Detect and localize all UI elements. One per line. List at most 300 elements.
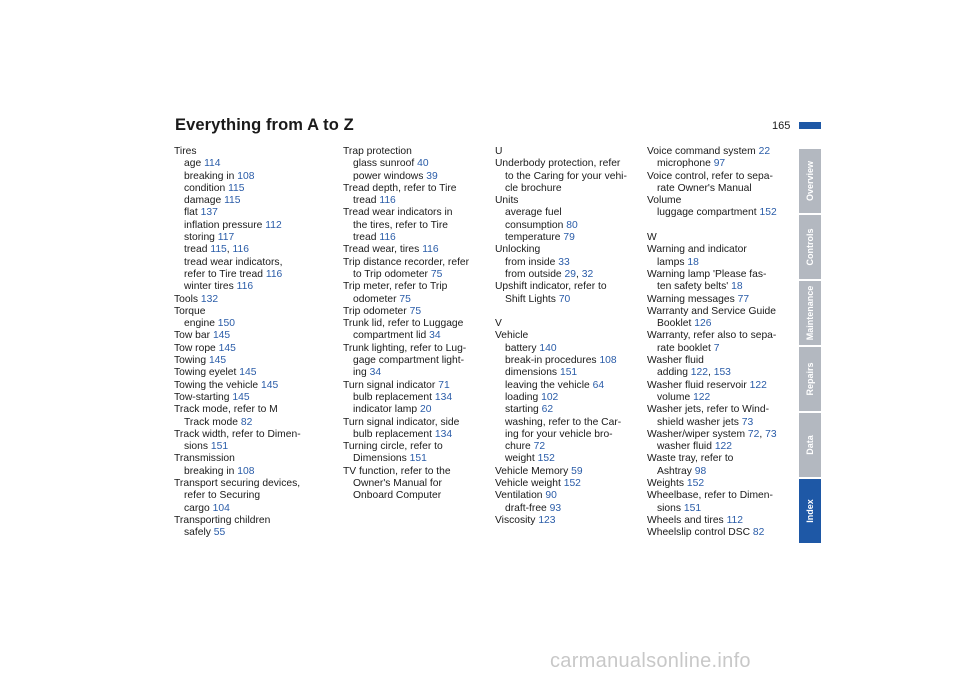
index-entry-continuation (495, 294, 655, 306)
index-subentry (174, 220, 334, 232)
index-term: indicator lamp (353, 404, 418, 416)
page-link[interactable]: 70 (558, 293, 571, 305)
index-letter-heading: W (647, 232, 657, 244)
index-term: Shift Lights (505, 293, 556, 305)
page-link[interactable]: 98 (694, 465, 707, 477)
page-link[interactable]: 73 (765, 428, 777, 440)
index-term: Turning circle, refer to (343, 441, 443, 453)
index-subentry (647, 441, 807, 453)
index-term: glass sunroof (353, 158, 415, 170)
page-link[interactable]: 75 (399, 293, 411, 305)
index-term: Trap protection (343, 146, 412, 157)
index-entry-continuation (343, 269, 503, 281)
index-subentry (174, 183, 334, 195)
index-entry (174, 306, 334, 318)
page-link[interactable]: 126 (694, 318, 712, 330)
index-entry (647, 355, 807, 367)
page-link[interactable]: 104 (212, 502, 230, 514)
index-subentry (174, 257, 334, 269)
index-term: tread wear indicators, (184, 256, 283, 268)
index-entry-continuation (174, 269, 334, 281)
page-link[interactable]: 34 (429, 330, 441, 342)
page-link[interactable]: 40 (417, 158, 429, 170)
index-term: temperature (505, 232, 561, 244)
index-subentry (495, 503, 655, 515)
index-entry (174, 146, 334, 158)
index-term: damage (184, 195, 222, 207)
index-term: draft-free (505, 502, 547, 514)
page-link[interactable]: 145 (218, 342, 236, 354)
index-term: breaking in (184, 465, 235, 477)
index-entry (174, 392, 334, 404)
index-term: sions (184, 441, 209, 453)
index-term: Towing eyelet (174, 367, 237, 379)
index-term: Voice control, refer to sepa- (647, 170, 773, 182)
page-link[interactable]: 132 (200, 293, 219, 305)
index-entry (174, 343, 334, 355)
index-entry-continuation (174, 527, 334, 539)
index-term: Tires (174, 146, 197, 157)
index-subentry (174, 195, 334, 207)
watermark: carmanualsonline.info (550, 650, 751, 672)
index-term: luggage compartment (657, 207, 757, 219)
index-term: refer to Tire tread (184, 268, 263, 280)
tab-label: Data (805, 435, 815, 455)
index-term: storing (184, 232, 215, 244)
index-entry-continuation (647, 318, 807, 330)
index-entry (495, 244, 655, 256)
index-term: washing, refer to the Car- (505, 416, 622, 428)
index-entry (647, 527, 807, 539)
page-link[interactable]: 116 (379, 195, 396, 207)
index-subentry (495, 207, 655, 219)
tab-index[interactable] (799, 479, 821, 543)
page-link[interactable]: 75 (409, 305, 422, 317)
index-entry (647, 380, 807, 392)
page-link[interactable]: 72 (747, 428, 760, 440)
index-subentry (343, 171, 503, 183)
index-term: power windows (353, 170, 424, 182)
page-link[interactable]: 145 (232, 391, 250, 403)
index-term: to Trip odometer (353, 268, 428, 280)
index-entry (495, 515, 655, 527)
index-subentry (495, 343, 655, 355)
index-subentry (495, 232, 655, 244)
index-term: safely (184, 527, 211, 539)
page-link[interactable]: 152 (686, 478, 705, 490)
page-link[interactable]: 151 (210, 441, 229, 453)
page-link[interactable]: 112 (726, 514, 743, 526)
index-term: Warning lamp 'Please fas- (647, 268, 767, 280)
index-term: from inside (505, 256, 556, 268)
page-link[interactable]: 116 (379, 232, 396, 244)
page-link[interactable]: 93 (549, 502, 562, 514)
page-link[interactable]: 108 (237, 170, 255, 182)
index-term: tread (184, 244, 208, 256)
index-term: Viscosity (495, 514, 536, 526)
page-link[interactable]: 115 (210, 244, 227, 256)
index-subentry (495, 257, 655, 269)
index-term: battery (505, 342, 537, 354)
index-term: condition (184, 182, 226, 194)
index-term: Volume (647, 195, 682, 207)
index-entry (174, 330, 334, 342)
page-link[interactable]: 73 (741, 416, 754, 428)
index-entry (343, 417, 503, 429)
page-link[interactable]: 134 (434, 391, 453, 403)
page-link[interactable]: 72 (533, 441, 546, 453)
page-link[interactable]: 150 (217, 318, 235, 330)
index-term: average fuel (505, 207, 562, 219)
index-subentry (495, 441, 655, 453)
page-link[interactable]: 90 (545, 490, 557, 502)
tab-label: Overview (805, 160, 815, 202)
index-entry (343, 281, 503, 293)
index-term: Towing (174, 355, 207, 367)
index-term: Vehicle (495, 330, 529, 342)
index-subentry: from outside 29, 32 (505, 268, 594, 280)
index-term: Vehicle weight (495, 478, 561, 490)
index-entry (495, 478, 655, 490)
index-term: Units (495, 195, 519, 207)
index-term: Underbody protection, refer (495, 158, 621, 170)
page-link[interactable]: 97 (713, 158, 726, 170)
page-link[interactable]: 34 (369, 367, 382, 379)
index-term: ing for your vehicle bro- (505, 428, 613, 440)
page-link[interactable]: 108 (237, 465, 255, 477)
page-link[interactable]: 102 (541, 391, 559, 403)
index-entry (343, 441, 503, 453)
index-term: to the Caring for your vehi- (505, 170, 627, 182)
index-subentry (495, 404, 655, 416)
index-term: rate booklet (657, 342, 711, 354)
index-entry-continuation (343, 478, 503, 490)
index-subentry: adding 122, 153 (657, 367, 731, 379)
index-entry (174, 355, 334, 367)
index-term: Vehicle Memory (495, 465, 569, 477)
index-subentry (343, 158, 503, 170)
page-link[interactable]: 115 (228, 182, 245, 194)
page-link[interactable]: 82 (240, 416, 253, 428)
index-subentry (495, 429, 655, 441)
index-term: Tools (174, 293, 199, 305)
index-subentry (174, 207, 334, 219)
tab-overview[interactable] (799, 149, 821, 213)
index-term: Onboard Computer (353, 490, 442, 502)
index-entry (343, 343, 503, 355)
index-term: Wheelslip control DSC (647, 527, 751, 539)
index-entry-continuation (343, 294, 503, 306)
index-entry-continuation (495, 171, 655, 183)
tab-maintenance[interactable] (799, 281, 821, 345)
index-term: Waste tray, refer to (647, 453, 734, 465)
index-entry (343, 207, 503, 219)
index-column-1 (174, 146, 334, 540)
page-link[interactable]: 32 (581, 268, 594, 280)
tab-label: Index (805, 499, 815, 523)
index-entry (647, 330, 807, 342)
page-link[interactable]: 75 (430, 268, 443, 280)
index-entry-continuation (647, 183, 807, 195)
index-entry-continuation (343, 367, 503, 379)
index-subentry (343, 392, 503, 404)
index-entry (343, 466, 503, 478)
index-term: Tread depth, refer to Tire (343, 182, 457, 194)
index-term: starting (505, 404, 539, 416)
index-term: Warranty, refer also to sepa- (647, 330, 777, 342)
page-link[interactable]: 117 (217, 232, 235, 244)
index-term: Owner's Manual for (353, 478, 442, 490)
index-term: Washer fluid reservoir (647, 379, 747, 391)
index-entry (343, 257, 503, 269)
index-subentry (174, 281, 334, 293)
index-entry (647, 269, 807, 281)
page-link[interactable]: 116 (232, 244, 249, 256)
index-subentry (343, 404, 503, 416)
index-term: compartment lid (353, 330, 427, 342)
index-subentry (495, 355, 655, 367)
page-link[interactable]: 55 (213, 527, 226, 539)
page-link[interactable]: 152 (537, 453, 555, 465)
index-entry (495, 281, 655, 293)
index-entry-continuation (343, 220, 503, 232)
index-term: Voice command system (647, 146, 756, 157)
page-link[interactable]: 82 (752, 527, 765, 539)
index-term: chure (505, 441, 531, 453)
index-term: Tread wear indicators in (343, 207, 453, 219)
index-term: Warning and indicator (647, 244, 747, 256)
index-entry (647, 146, 807, 158)
index-term: Tow rope (174, 342, 216, 354)
index-term: Wheels and tires (647, 514, 724, 526)
page-link[interactable]: 151 (559, 367, 578, 379)
index-entry (174, 515, 334, 527)
index-entry-continuation (647, 257, 807, 269)
index-entry-continuation (343, 330, 503, 342)
page-link[interactable]: 140 (539, 342, 557, 354)
page-link[interactable]: 152 (759, 207, 777, 219)
index-entry (343, 244, 503, 256)
index-term: tread (353, 232, 377, 244)
index-column-4 (647, 146, 807, 540)
index-term: leaving the vehicle (505, 379, 590, 391)
page-link[interactable]: 116 (422, 244, 439, 256)
index-entry (343, 380, 503, 392)
tab-label: Repairs (805, 362, 815, 396)
index-entry-continuation (647, 503, 807, 515)
index-subentry (495, 367, 655, 379)
index-term: ing (353, 367, 367, 379)
page-link[interactable]: 137 (200, 207, 218, 219)
page-link[interactable]: 59 (571, 465, 583, 477)
index-term: breaking in (184, 170, 235, 182)
index-term: microphone (657, 158, 711, 170)
index-subentry (174, 466, 334, 478)
tab-data[interactable] (799, 413, 821, 477)
index-subentry (174, 171, 334, 183)
index-entry-continuation (495, 183, 655, 195)
page-link[interactable]: 152 (563, 478, 581, 490)
page-link[interactable]: 77 (737, 293, 750, 305)
index-subentry (495, 220, 655, 232)
page-link[interactable]: 22 (758, 146, 771, 157)
index-letter-heading: V (495, 318, 502, 330)
page-link[interactable]: 39 (426, 170, 438, 182)
index-subentry (495, 392, 655, 404)
index-term: Tow-starting (174, 391, 230, 403)
index-entry (495, 466, 655, 478)
index-term: TV function, refer to the (343, 465, 451, 477)
index-entry-continuation (174, 503, 334, 515)
page-link[interactable]: 145 (212, 330, 231, 342)
page-number: 165 (772, 120, 791, 132)
tab-controls[interactable] (799, 215, 821, 279)
index-entry-continuation (343, 490, 503, 502)
index-term: rate Owner's Manual (657, 182, 752, 194)
index-entry (174, 478, 334, 490)
index-entry (343, 306, 503, 318)
page-link[interactable]: 29 (564, 268, 577, 280)
index-term: loading (505, 391, 539, 403)
index-term: Dimensions (353, 453, 407, 465)
index-term: Unlocking (495, 244, 541, 256)
page-link[interactable]: 145 (208, 355, 227, 367)
page-link[interactable]: 122 (714, 441, 733, 453)
index-entry (647, 404, 807, 416)
index-term: Washer fluid (647, 355, 704, 367)
index-term: Wheelbase, refer to Dimen- (647, 490, 773, 502)
page-link[interactable]: 7 (713, 342, 720, 354)
index-subentry (495, 417, 655, 429)
index-entry (174, 453, 334, 465)
index-subentry (495, 380, 655, 392)
index-term: winter tires (184, 281, 234, 293)
page-link[interactable]: 145 (261, 379, 279, 391)
page-link[interactable]: 115 (224, 195, 241, 207)
index-entry-continuation (647, 281, 807, 293)
page-link[interactable]: 114 (204, 158, 221, 170)
index-column-3 (495, 146, 655, 527)
index-entry-continuation (343, 355, 503, 367)
index-term: washer fluid (657, 441, 712, 453)
index-term: refer to Securing (184, 490, 261, 502)
index-entry (495, 490, 655, 502)
page-link[interactable]: 151 (683, 502, 702, 514)
index-term: Ventilation (495, 490, 543, 502)
index-term: Trunk lighting, refer to Lug- (343, 342, 467, 354)
index-term: Torque (174, 305, 206, 317)
index-entry-continuation (647, 417, 807, 429)
index-entry (343, 318, 503, 330)
index-term: Warning messages (647, 293, 735, 305)
index-term: tread (353, 195, 377, 207)
index-term: from outside (505, 268, 562, 280)
index-term: Trunk lid, refer to Luggage (343, 318, 464, 330)
page-link[interactable]: 116 (265, 268, 283, 280)
page-link[interactable]: 79 (563, 232, 575, 244)
index-entry-continuation (174, 417, 334, 429)
index-term: consumption (505, 219, 564, 231)
index-term: ten safety belts' (657, 281, 729, 293)
index-term: Track mode (184, 416, 238, 428)
index-term: weight (505, 453, 535, 465)
index-term: engine (184, 318, 215, 330)
index-entry-continuation (343, 429, 503, 441)
page-link[interactable]: 122 (690, 367, 708, 379)
index-term: Turn signal indicator, side (343, 416, 460, 428)
index-term: Transporting children (174, 514, 271, 526)
index-entry (647, 490, 807, 502)
index-term: Warranty and Service Guide (647, 305, 776, 317)
page-link[interactable]: 122 (749, 379, 767, 391)
page-link[interactable]: 116 (236, 281, 254, 293)
index-term: Transport securing devices, (174, 478, 301, 490)
index-subentry (647, 158, 807, 170)
page-marker (799, 122, 821, 129)
page-link[interactable]: 122 (693, 391, 711, 403)
page-link[interactable]: 62 (541, 404, 554, 416)
index-entry (174, 404, 334, 416)
index-entry-continuation (343, 232, 503, 244)
index-column-2 (343, 146, 503, 503)
page-link[interactable]: 153 (713, 367, 731, 379)
index-term: Turn signal indicator (343, 379, 436, 391)
index-subentry (495, 453, 655, 465)
index-subentry: tread 115, 116 (184, 244, 249, 256)
index-subentry (647, 207, 807, 219)
index-term: Transmission (174, 453, 235, 465)
index-term: Washer/wiper system (647, 428, 746, 440)
page-link[interactable]: 80 (566, 219, 578, 231)
page-link[interactable]: 33 (558, 256, 570, 268)
index-entry (174, 367, 334, 379)
page-link[interactable]: 145 (239, 367, 257, 379)
index-term: lamps (657, 256, 685, 268)
index-term: odometer (353, 293, 397, 305)
page-link[interactable]: 18 (687, 256, 699, 268)
page-link[interactable]: 71 (438, 379, 450, 391)
index-term: Booklet (657, 318, 692, 330)
page-link[interactable]: 134 (434, 428, 453, 440)
index-term: sions (657, 502, 682, 514)
page-link[interactable]: 64 (592, 379, 605, 391)
page-link[interactable]: 151 (409, 453, 427, 465)
index-entry-continuation (343, 195, 503, 207)
section-tabs (799, 149, 821, 545)
index-term: break-in procedures (505, 355, 597, 367)
index-term: inflation pressure (184, 219, 263, 231)
index-term: Trip distance recorder, refer (343, 256, 470, 268)
page-link[interactable]: 18 (731, 281, 743, 293)
page-link[interactable]: 20 (419, 404, 432, 416)
tab-repairs[interactable] (799, 347, 821, 411)
page-link[interactable]: 108 (599, 355, 617, 367)
index-term: Trip meter, refer to Trip (343, 281, 448, 293)
index-entry (647, 244, 807, 256)
page-link[interactable]: 112 (265, 219, 282, 231)
index-entry-continuation (343, 453, 503, 465)
index-term: age (184, 158, 202, 170)
page-link[interactable]: 123 (538, 514, 556, 526)
index-term: Washer jets, refer to Wind- (647, 404, 770, 416)
index-term: cle brochure (505, 182, 562, 194)
index-entry (647, 453, 807, 465)
index-term: Upshift indicator, refer to (495, 281, 607, 293)
index-entry-continuation (174, 441, 334, 453)
index-entry (495, 330, 655, 342)
index-entry (647, 294, 807, 306)
index-term: flat (184, 207, 198, 219)
